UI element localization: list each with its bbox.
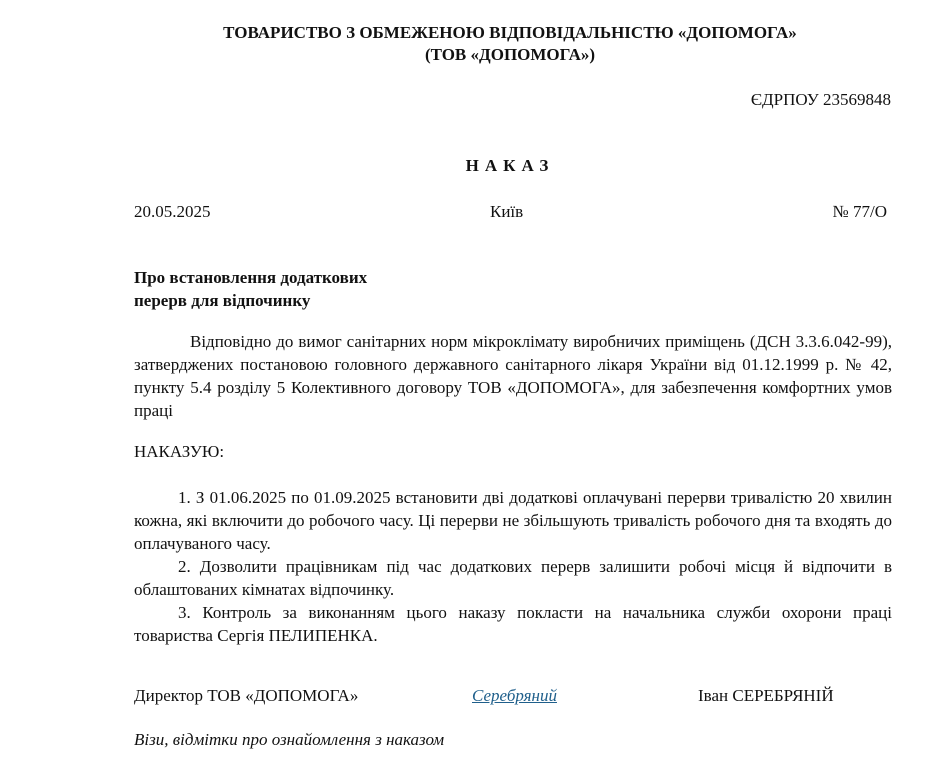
subject-line-1: Про встановлення додаткових (134, 268, 368, 287)
company-name: ТОВАРИСТВО З ОБМЕЖЕНОЮ ВІДПОВІДАЛЬНІСТЮ «ДОПОМОГА» (223, 23, 797, 42)
order-number: № 77/О (832, 202, 887, 221)
subject-line-2: перерв для відпочинку (134, 291, 311, 310)
signatory-position: Директор ТОВ «ДОПОМОГА» (134, 686, 359, 705)
order-item-3: 3. Контроль за виконанням цього наказу покласти на начальника служби охорони праці товариства Сергія ПЕЛИПЕНКА. (134, 603, 892, 645)
signature-link[interactable]: Серебряний (472, 686, 557, 705)
order-date: 20.05.2025 (134, 202, 211, 221)
preamble-paragraph: Відповідно до вимог санітарних норм мікроклімату виробничих приміщень (ДСН 3.3.6.042-99), затверджених постановою головного державного санітарного лікаря України від 01.12.1999 р. № 42, пункту 5.4 розділу 5 Колективного договору ТОВ «ДОПОМОГА», для забезпечення комфортних умов праці (134, 332, 892, 420)
order-items-list (134, 486, 892, 647)
company-short-name: (ТОВ «ДОПОМОГА») (424, 45, 596, 64)
nakazuyu-heading: НАКАЗУЮ: (134, 442, 225, 461)
visas-note: Візи, відмітки про ознайомлення з наказом (134, 730, 445, 749)
order-item-1: 1. З 01.06.2025 по 01.09.2025 встановити дві додаткові оплачувані перерви тривалістю 20 хвилин кожна, які включити до робочого часу. Ці перерви не збільшують тривалість робочого дня та входять до оплачуваного часу. (134, 488, 892, 553)
order-item-2: 2. Дозволити працівникам під час додаткових перерв залишити робочі місця й відпочити в облаштованих кімнатах відпочинку. (134, 557, 892, 599)
edrpou-code: ЄДРПОУ 23569848 (750, 90, 891, 109)
order-city: Київ (490, 202, 524, 221)
order-subject (134, 266, 367, 312)
company-header (0, 22, 945, 66)
order-title: НАКАЗ (465, 156, 555, 175)
signatory-name: Іван СЕРЕБРЯНІЙ (698, 686, 834, 705)
